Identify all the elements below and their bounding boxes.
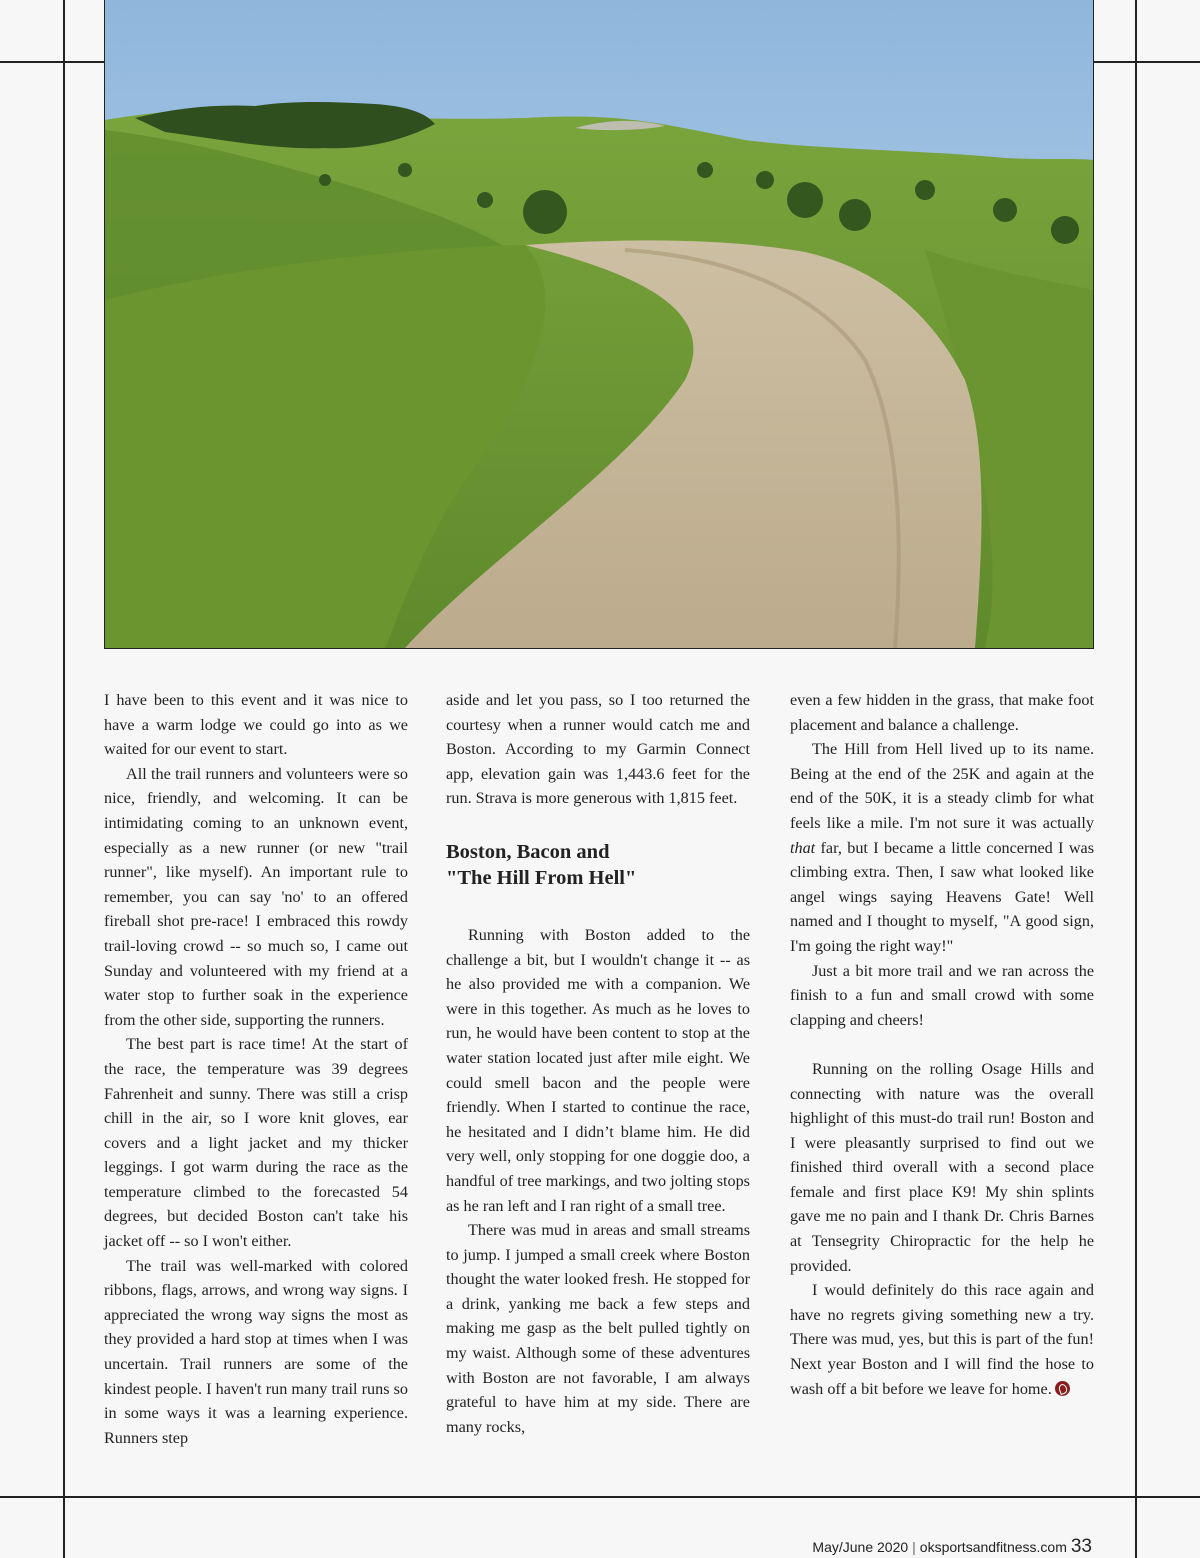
paragraph: The Hill from Hell lived up to its name. Being at the end of the 25K and again at the end of the 50K, it is a steady climb for what feels like a mile. I'm not sure it was actually that far, but I became a little concerned I was climbing extra. Then, I saw what looked like angel wings saying Heavens Gate! Well named and I thought to myself, "A good sign, I'm going the right way!" [790, 740, 1094, 955]
subhead-line-2: "The Hill From Hell" [446, 866, 637, 889]
paragraph: Running with Boston added to the challenge a bit, but I wouldn't change it -- as he also provided me with a companion. We were in this together. As much as he loves to run, he would have been content to stop at the water station located just after mile eight. We could smell bacon and the people were friendly. When I started to continue the race, he hesitated and I didn’t blame him. He did very well, only stopping for one doggie doo, a handful of tree markings, and two jolting stops as he ran left and I ran right of a small tree. [446, 925, 750, 1215]
trail-landscape-image [105, 0, 1093, 648]
trail-photo [104, 0, 1094, 649]
article-column-3 [790, 688, 1094, 1401]
footer-separator: | [912, 1539, 916, 1555]
frame-rule-right-vertical [1135, 0, 1137, 1558]
emphasis: that [790, 838, 816, 857]
frame-rule-top-left [0, 61, 104, 63]
paragraph: aside and let you pass, so I too returned the courtesy when a runner would catch me and Boston. According to my Garmin Connect app, elevation gain was 1,443.6 feet for the run. Strava is more generous with 1,815 feet. [446, 691, 750, 808]
frame-rule-left-vertical [63, 0, 65, 1558]
magazine-endmark-icon [1055, 1381, 1070, 1396]
frame-rule-bottom [0, 1496, 1200, 1498]
page-footer [812, 1536, 1092, 1558]
article-column-1 [104, 688, 408, 1450]
paragraph: Just a bit more trail and we ran across the finish to a fun and small crowd with some clapping and cheers! [790, 961, 1094, 1029]
article-column-2 [446, 688, 750, 1439]
paragraph: even a few hidden in the grass, that make foot placement and balance a challenge. [790, 691, 1094, 734]
paragraph: All the trail runners and volunteers were so nice, friendly, and welcoming. It can be intimidating coming to an unknown event, especially as a new runner (or new "trail runner", like myself). An important rule to remember, you can say 'no' to an offered fireball shot pre-race! I embraced this rowdy trail-loving crowd -- so much so, I came out Sunday and volunteered with my friend at a water stop to further soak in the experience from the other side, supporting the runners. [104, 764, 408, 1029]
paragraph: I have been to this event and it was nice to have a warm lodge we could go into as we waited for our event to start. [104, 691, 408, 759]
section-subhead [446, 839, 750, 891]
website-url: oksportsandfitness.com [919, 1539, 1067, 1555]
paragraph: There was mud in areas and small streams to jump. I jumped a small creek where Boston thought the water looked fresh. He stopped for a drink, yanking me back a few steps and making me gasp as the belt pulled tightly on my waist. Although some of these adventures with Boston are not favorable, I am always grateful to have him at my side. There are many rocks, [446, 1221, 750, 1436]
subhead-line-1: Boston, Bacon and [446, 840, 610, 863]
issue-date: May/June 2020 [812, 1539, 909, 1555]
page-number: 33 [1070, 1536, 1092, 1557]
paragraph: The trail was well-marked with colored ribbons, flags, arrows, and wrong way signs. I appreciated the wrong way signs the most as they provided a hard stop at times when I was uncertain. Trail runners are some of the kindest people. I haven't run many trail runs so in some ways it was a learning experience. Runners step [104, 1256, 408, 1447]
paragraph: Running on the rolling Osage Hills and connecting with nature was the overall highlight of this must-do trail run! Boston and I were pleasantly surprised to find out we finished third overall with a second place female and first place K9! My shin splints gave me no pain and I thank Dr. Chris Barnes at Tensegrity Chiropractic for the help he provided. [790, 1059, 1094, 1275]
paragraph: The best part is race time! At the start of the race, the temperature was 39 degrees Fahrenheit and sunny. There was still a crisp chill in the air, so I wore knit gloves, ear covers and a light jacket and my thicker leggings. I got warm during the race as the temperature climbed to the forecasted 54 degrees, but decided Boston can't take his jacket off -- so I won't either. [104, 1035, 408, 1251]
paragraph: I would definitely do this race again and have no regrets giving something new a try. There was mud, yes, but this is part of the fun! Next year Boston and I will find the hose to wash off a bit before we leave for home. [790, 1281, 1094, 1398]
frame-rule-top-right [1093, 61, 1200, 63]
